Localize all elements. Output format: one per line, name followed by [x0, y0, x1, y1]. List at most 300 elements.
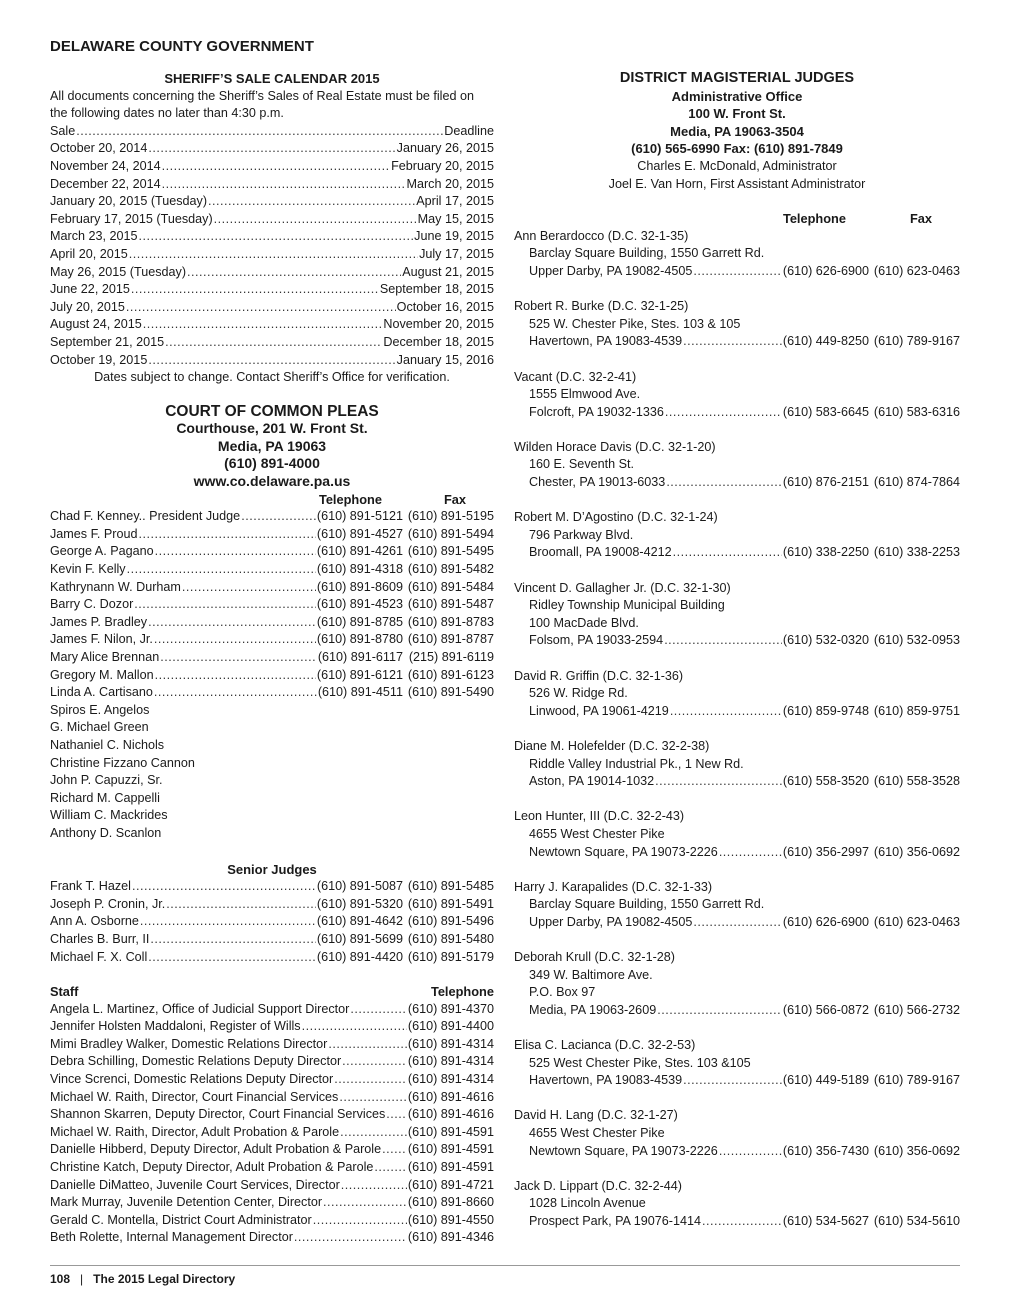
sheriff-row [50, 334, 494, 352]
magistrate-row [514, 914, 960, 932]
entry-spacer [514, 650, 960, 668]
entry-spacer [514, 791, 960, 809]
deadline-date: August 21, 2015 [402, 264, 494, 279]
deadline-date: November 20, 2015 [383, 317, 494, 332]
staff-row [50, 1001, 494, 1019]
staff-row-telephone: (610) 891-4370 [407, 1001, 494, 1016]
senior-judge-row-label: Ann A. Osborne [50, 914, 139, 929]
sheriff-row [50, 193, 494, 211]
magistrate-row-fax: (610) 583-6316 [873, 404, 960, 419]
judge-row-fax: (610) 891-5490 [407, 685, 494, 700]
sale-date: October 19, 2015 [50, 352, 148, 367]
magistrate-entry [514, 298, 960, 368]
magistrate-row [514, 773, 960, 791]
magistrate-entry [514, 509, 960, 579]
magistrate-entry [514, 738, 960, 808]
deadline-date: June 19, 2015 [414, 229, 494, 244]
judge-row [50, 526, 494, 544]
magistrate-name: Deborah Krull (D.C. 32-1-28) [514, 950, 675, 965]
judge-row-label: Kevin F. Kelly [50, 562, 126, 577]
magistrate-address-line: Barclay Square Building, 1550 Garrett Rd. [529, 897, 765, 912]
judge-row-fax: (610) 891-6123 [407, 667, 494, 682]
magistrate-row-label: Aston, PA 19014-1032 [529, 774, 655, 789]
staff-row-telephone: (610) 891-4616 [407, 1107, 494, 1122]
leader-dots [341, 1177, 407, 1195]
sheriff-row [50, 246, 494, 264]
leader-dots [139, 526, 316, 544]
staff-row-label: Jennifer Holsten Maddaloni, Register of Wills [50, 1019, 301, 1034]
magistrate-row [514, 1072, 960, 1090]
deadline-date: March 20, 2015 [406, 176, 494, 191]
magistrate-row-fax: (610) 532-0953 [873, 633, 960, 648]
leader-dots [328, 1036, 407, 1054]
entry-spacer [514, 562, 960, 580]
senior-judges-list [50, 878, 494, 966]
staff-row [50, 1053, 494, 1071]
leader-dots [162, 158, 390, 176]
deadline-column-label: Deadline [444, 123, 494, 138]
magistrate-address-line: 525 W. Chester Pike, Stes. 103 & 105 [529, 316, 741, 331]
sheriff-row [50, 176, 494, 194]
judge-row [50, 649, 494, 667]
senior-judges-title: Senior Judges [227, 861, 317, 877]
magistrate-name: Robert M. D’Agostino (D.C. 32-1-24) [514, 510, 718, 525]
magistrate-name: Elisa C. Lacianca (D.C. 32-2-53) [514, 1038, 696, 1053]
leader-dots [131, 281, 379, 299]
court-title: COURT OF COMMON PLEAS [165, 402, 379, 420]
staff-row-label: Debra Schilling, Domestic Relations Deputy Director [50, 1054, 342, 1069]
magistrate-row-fax: (610) 859-9751 [873, 703, 960, 718]
staff-row [50, 1018, 494, 1036]
judge-row-telephone: (610) 891-4511 [317, 685, 403, 700]
magistrate-name: Vacant (D.C. 32-2-41) [514, 369, 637, 384]
magistrate-address-line: 526 W. Ridge Rd. [529, 686, 628, 701]
magistrate-row-label: Havertown, PA 19083-4539 [529, 1073, 683, 1088]
sale-date: January 20, 2015 (Tuesday) [50, 194, 208, 209]
magistrate-row-fax: (610) 356-0692 [873, 844, 960, 859]
judge-row-label: Kathrynann W. Durham [50, 579, 181, 594]
judge-row-label: Linda A. Cartisano [50, 685, 153, 700]
leader-dots [214, 211, 417, 229]
leader-dots [666, 474, 782, 492]
leader-dots [683, 333, 782, 351]
senior-judge-row [50, 878, 494, 896]
magistrate-entry [514, 439, 960, 509]
staff-row-telephone: (610) 891-4550 [407, 1212, 494, 1227]
other-judges-list [50, 702, 494, 843]
senior-judge-row-telephone: (610) 891-4642 [316, 914, 403, 929]
sheriff-row [50, 352, 494, 370]
sheriff-row [50, 140, 494, 158]
staff-row-telephone: (610) 891-4314 [407, 1072, 494, 1087]
magistrate-row [514, 703, 960, 721]
magistrate-row-label: Broomall, PA 19008-4212 [529, 545, 672, 560]
judge-row [50, 596, 494, 614]
judge-row-fax: (215) 891-6119 [408, 650, 494, 664]
sale-date: February 17, 2015 (Tuesday) [50, 211, 213, 226]
fax-header: Fax [909, 211, 932, 227]
staff-row [50, 1229, 494, 1247]
magistrates-title: DISTRICT MAGISTERIAL JUDGES [619, 70, 855, 86]
staff-row [50, 1194, 494, 1212]
staff-telephone-header: Telephone [430, 984, 494, 1000]
entry-spacer [514, 1160, 960, 1178]
leader-dots [702, 1213, 782, 1231]
entry-spacer [514, 421, 960, 439]
leader-dots [148, 614, 316, 632]
leader-dots [160, 649, 317, 667]
magistrate-row-label: Prospect Park, PA 19076-1414 [529, 1214, 701, 1228]
judge-row-telephone: (610) 891-6121 [316, 667, 403, 682]
judge-name: G. Michael Green [50, 720, 149, 735]
staff-row [50, 1089, 494, 1107]
senior-judge-row-fax: (610) 891-5485 [407, 879, 494, 894]
magistrate-row-label: Folcroft, PA 19032-1336 [529, 404, 664, 419]
magistrate-row-telephone: (610) 356-7430 [782, 1143, 869, 1158]
sale-date: March 23, 2015 [50, 229, 138, 244]
magistrate-row-label: Upper Darby, PA 19082-4505 [529, 263, 693, 278]
staff-row [50, 1106, 494, 1124]
senior-judge-row-fax: (610) 891-5491 [407, 896, 494, 911]
staff-row-telephone: (610) 891-4314 [407, 1054, 494, 1069]
magistrate-address-line: 1555 Elmwood Ave. [529, 387, 641, 402]
entry-spacer [514, 351, 960, 369]
page-footer [50, 1265, 960, 1286]
deadline-date: January 15, 2016 [396, 352, 494, 367]
leader-dots [334, 1071, 407, 1089]
magistrate-row-telephone: (610) 534-5627 [782, 1214, 869, 1228]
magistrate-row-label: Havertown, PA 19083-4539 [529, 334, 683, 349]
senior-judge-row [50, 931, 494, 949]
leader-dots [664, 632, 782, 650]
magistrate-name: Harry J. Karapalides (D.C. 32-1-33) [514, 879, 713, 894]
deadline-date: July 17, 2015 [419, 246, 494, 261]
judge-row-label: James F. Nilon, Jr. [50, 632, 153, 647]
magistrate-entry [514, 668, 960, 738]
magistrate-row-telephone: (610) 876-2151 [782, 475, 869, 490]
sheriff-row [50, 228, 494, 246]
magistrate-address-line: 160 E. Seventh St. [529, 457, 635, 472]
senior-judge-row-label: Frank T. Hazel [50, 879, 131, 894]
staff-row-label: Angela L. Martinez, Office of Judicial Support Director [50, 1001, 350, 1016]
magistrate-row [514, 404, 960, 422]
right-column [514, 70, 960, 1231]
judge-row-telephone: (610) 891-6117 [317, 650, 403, 664]
judge-row [50, 508, 494, 526]
sale-column-label: Sale [50, 123, 76, 138]
magistrate-row-telephone: (610) 566-0872 [782, 1002, 869, 1017]
magistrate-name: Jack D. Lippart (D.C. 32-2-44) [514, 1178, 682, 1193]
leader-dots [162, 176, 406, 194]
court-column-headers [50, 491, 494, 509]
deadline-date: April 17, 2015 [416, 194, 494, 209]
sale-date: June 22, 2015 [50, 282, 130, 297]
senior-judge-row-label: Charles B. Burr, II [50, 931, 150, 946]
staff-row-telephone: (610) 891-4591 [407, 1142, 494, 1157]
magistrates-column-headers [514, 210, 960, 228]
leader-dots [683, 1072, 782, 1090]
judge-row [50, 667, 494, 685]
magistrate-address-line: Ridley Township Municipal Building [529, 598, 725, 613]
magistrate-row-fax: (610) 534-5610 [873, 1214, 960, 1228]
magistrate-row-telephone: (610) 449-5189 [782, 1073, 869, 1088]
sheriff-row [50, 316, 494, 334]
judge-row-label: Mary Alice Brennan [50, 650, 160, 664]
judge-row-fax: (610) 891-5195 [407, 509, 494, 524]
magistrate-entry [514, 369, 960, 439]
judge-name: John P. Capuzzi, Sr. [50, 773, 163, 788]
judge-row [50, 631, 494, 649]
judge-row-telephone: (610) 891-4523 [316, 597, 403, 612]
leader-dots [719, 844, 782, 862]
judge-row [50, 543, 494, 561]
sale-date: December 22, 2014 [50, 176, 161, 191]
magistrate-row-telephone: (610) 626-6900 [782, 263, 869, 278]
senior-judge-row [50, 949, 494, 967]
magistrate-name: Vincent D. Gallagher Jr. (D.C. 32-1-30) [514, 580, 731, 595]
sale-date: October 20, 2014 [50, 141, 148, 156]
sale-date: November 24, 2014 [50, 158, 161, 173]
judge-row [50, 684, 494, 702]
staff-row [50, 1159, 494, 1177]
magistrate-row-fax: (610) 789-9167 [873, 334, 960, 349]
staff-row-label: Michael W. Raith, Director, Court Financial Services [50, 1089, 339, 1104]
magistrate-row-fax: (610) 566-2732 [873, 1002, 960, 1017]
judge-row-fax: (610) 891-8787 [407, 632, 494, 647]
leader-dots [294, 1229, 407, 1247]
judge-row-label: James P. Bradley [50, 614, 148, 629]
leader-dots [673, 544, 782, 562]
judge-row-telephone: (610) 891-8609 [316, 579, 403, 594]
leader-dots [154, 631, 316, 649]
court-phone: (610) 891-4000 [224, 455, 320, 472]
deadline-date: May 15, 2015 [417, 211, 494, 226]
magistrate-name: Diane M. Holefelder (D.C. 32-2-38) [514, 738, 710, 753]
staff-row-label: Christine Katch, Deputy Director, Adult Probation & Parole [50, 1160, 374, 1175]
judge-row-label: Gregory M. Mallon [50, 667, 154, 682]
staff-row-telephone: (610) 891-4400 [407, 1019, 494, 1034]
magistrate-address-line: 525 West Chester Pike, Stes. 103 &105 [529, 1055, 751, 1070]
magistrate-address-line: 4655 West Chester Pike [529, 1126, 665, 1141]
publication-title: The 2015 Legal Directory [93, 1272, 236, 1286]
footer-separator: | [80, 1272, 84, 1286]
staff-row [50, 1141, 494, 1159]
leader-dots [129, 246, 418, 264]
leader-dots [323, 1194, 407, 1212]
magistrate-address-line: 796 Parkway Blvd. [529, 527, 634, 542]
magistrate-row [514, 333, 960, 351]
magistrate-entry [514, 808, 960, 878]
sale-date: July 20, 2015 [50, 299, 125, 314]
page-number: 108 [50, 1272, 71, 1286]
leader-dots [693, 263, 782, 281]
judge-row-label: Barry C. Dozor [50, 597, 134, 612]
magistrate-row-telephone: (610) 356-2997 [782, 844, 869, 859]
senior-judge-row [50, 896, 494, 914]
judge-row-fax: (610) 891-5484 [407, 579, 494, 594]
magistrate-row-fax: (610) 623-0463 [873, 914, 960, 929]
magistrate-row-label: Upper Darby, PA 19082-4505 [529, 914, 693, 929]
staff-row [50, 1177, 494, 1195]
leader-dots [155, 667, 316, 685]
leader-dots [154, 684, 317, 702]
deadline-date: January 26, 2015 [396, 141, 494, 156]
magistrate-name: Wilden Horace Davis (D.C. 32-1-20) [514, 439, 716, 454]
court-website[interactable]: www.co.delaware.pa.us [193, 473, 351, 490]
staff-row-label: Beth Rolette, Internal Management Director [50, 1230, 293, 1245]
magistrate-address-line: P.O. Box 97 [529, 985, 596, 1000]
leader-dots [139, 228, 414, 246]
magistrate-row-label: Media, PA 19063-2609 [529, 1002, 657, 1017]
magistrate-row-telephone: (610) 626-6900 [782, 914, 869, 929]
leader-dots [374, 1159, 406, 1177]
leader-dots [187, 264, 401, 282]
sheriff-row [50, 264, 494, 282]
senior-judge-row-telephone: (610) 891-4420 [316, 949, 403, 964]
magistrate-name: Ann Berardocco (D.C. 32-1-35) [514, 228, 689, 243]
judge-row-telephone: (610) 891-8785 [316, 614, 403, 629]
magistrates-office: Administrative Office [671, 88, 803, 104]
magistrate-row-label: Newtown Square, PA 19073-2226 [529, 844, 718, 859]
judge-row [50, 614, 494, 632]
magistrates-phones: (610) 565-6990 Fax: (610) 891-7849 [631, 141, 843, 157]
magistrates-address-1: 100 W. Front St. [688, 106, 786, 122]
staff-row [50, 1036, 494, 1054]
leader-dots [655, 773, 782, 791]
senior-judge-row-telephone: (610) 891-5320 [316, 896, 403, 911]
sale-date: September 21, 2015 [50, 334, 165, 349]
leader-dots [126, 299, 396, 317]
magistrate-address-line: 1028 Lincoln Avenue [529, 1196, 646, 1211]
leader-dots [693, 914, 782, 932]
leader-dots [657, 1002, 782, 1020]
magistrate-row [514, 1002, 960, 1020]
judge-row-label: James F. Proud [50, 526, 138, 541]
magistrate-entry [514, 580, 960, 668]
page-header: DELAWARE COUNTY GOVERNMENT [50, 38, 314, 55]
staff-row-telephone: (610) 891-4314 [407, 1036, 494, 1051]
sale-date: April 20, 2015 [50, 246, 128, 261]
judge-row-fax: (610) 891-5494 [407, 526, 494, 541]
staff-title: Staff [50, 984, 79, 1000]
court-address-2: Media, PA 19063 [217, 437, 327, 454]
magistrate-row-fax: (610) 789-9167 [873, 1073, 960, 1088]
magistrate-entry [514, 949, 960, 1037]
leader-dots [241, 508, 316, 526]
magistrate-address-line: 349 W. Baltimore Ave. [529, 967, 653, 982]
senior-judge-row-label: Joseph P. Cronin, Jr. [50, 896, 166, 911]
staff-row-label: Gerald C. Montella, District Court Administrator [50, 1212, 312, 1227]
sheriff-calendar-list [50, 140, 494, 369]
judge-row-fax: (610) 891-8783 [407, 614, 494, 629]
judge-row-fax: (610) 891-5495 [407, 544, 494, 559]
leader-dots [140, 913, 316, 931]
leader-dots [350, 1001, 407, 1019]
magistrate-row-label: Linwood, PA 19061-4219 [529, 703, 669, 718]
entry-spacer [514, 1090, 960, 1108]
leader-dots [166, 896, 316, 914]
deadline-date: October 16, 2015 [396, 299, 494, 314]
leader-dots [148, 140, 395, 158]
court-address-1: Courthouse, 201 W. Front St. [176, 420, 368, 437]
staff-row-telephone: (610) 891-4591 [407, 1124, 494, 1139]
judge-name: Christine Fizzano Cannon [50, 755, 195, 770]
staff-list [50, 1001, 494, 1247]
staff-row-label: Mimi Bradley Walker, Domestic Relations Director [50, 1036, 328, 1051]
staff-row-telephone: (610) 891-4616 [407, 1089, 494, 1104]
leader-dots [143, 316, 383, 334]
deadline-date: September 18, 2015 [379, 282, 494, 297]
magistrate-entry [514, 879, 960, 949]
magistrate-row [514, 632, 960, 650]
staff-row [50, 1212, 494, 1230]
magistrate-address-line: Barclay Square Building, 1550 Garrett Rd. [529, 246, 765, 261]
sheriff-row [50, 299, 494, 317]
entry-spacer [514, 861, 960, 879]
judge-name: Anthony D. Scanlon [50, 825, 162, 840]
sheriff-header-row [50, 123, 494, 141]
magistrate-entry [514, 1178, 960, 1231]
staff-row-telephone: (610) 891-4591 [407, 1160, 494, 1175]
magistrates-admin-2: Joel E. Van Horn, First Assistant Administrator [608, 176, 866, 191]
staff-row-telephone: (610) 891-8660 [407, 1195, 494, 1210]
judge-row-label: George A. Pagano [50, 544, 154, 559]
senior-judge-row-label: Michael F. X. Coll [50, 949, 148, 964]
magistrate-row-fax: (610) 874-7864 [873, 475, 960, 490]
senior-judge-row-fax: (610) 891-5496 [407, 914, 494, 929]
judges-list [50, 508, 494, 702]
staff-row-label: Vince Screnci, Domestic Relations Deputy Director [50, 1072, 334, 1087]
magistrate-entry [514, 1037, 960, 1107]
judge-name: Spiros E. Angelos [50, 702, 150, 717]
magistrate-row [514, 1143, 960, 1161]
magistrate-row-telephone: (610) 859-9748 [782, 703, 869, 718]
magistrate-row [514, 544, 960, 562]
judge-row-fax: (610) 891-5487 [407, 597, 494, 612]
staff-row-label: Mark Murray, Juvenile Detention Center, Director [50, 1195, 323, 1210]
judge-row-telephone: (610) 891-8780 [316, 632, 403, 647]
judge-row [50, 579, 494, 597]
senior-judge-row-telephone: (610) 891-5087 [316, 879, 403, 894]
leader-dots [132, 878, 316, 896]
magistrate-row-telephone: (610) 558-3520 [782, 774, 869, 789]
judge-name: Richard M. Cappelli [50, 790, 160, 805]
sheriff-note: Dates subject to change. Contact Sheriff’s Office for verification. [94, 370, 450, 385]
judge-name: Nathaniel C. Nichols [50, 737, 165, 752]
leader-dots [182, 579, 316, 597]
magistrate-row-fax: (610) 356-0692 [873, 1143, 960, 1158]
judge-row-telephone: (610) 891-4527 [316, 526, 403, 541]
judge-row-label: Chad F. Kenney.. President Judge [50, 509, 241, 524]
staff-header-row [50, 983, 494, 1001]
magistrates-admin-1: Charles E. McDonald, Administrator [637, 158, 837, 173]
leader-dots [670, 703, 782, 721]
staff-row-label: Danielle Hibberd, Deputy Director, Adult Probation & Parole [50, 1142, 382, 1157]
leader-dots [165, 334, 382, 352]
magistrate-row-telephone: (610) 532-0320 [782, 633, 869, 648]
judge-row-fax: (610) 891-5482 [407, 562, 494, 577]
entry-spacer [514, 720, 960, 738]
judge-row-telephone: (610) 891-5121 [316, 509, 403, 524]
staff-row-telephone: (610) 891-4346 [407, 1230, 494, 1245]
leader-dots [382, 1141, 407, 1159]
magistrate-row-fax: (610) 558-3528 [873, 774, 960, 789]
magistrate-name: David R. Griffin (D.C. 32-1-36) [514, 668, 684, 683]
fax-header: Fax [443, 491, 466, 507]
magistrate-row-label: Newtown Square, PA 19073-2226 [529, 1143, 718, 1158]
magistrate-row-fax: (610) 623-0463 [873, 263, 960, 278]
sale-date: May 26, 2015 (Tuesday) [50, 264, 187, 279]
